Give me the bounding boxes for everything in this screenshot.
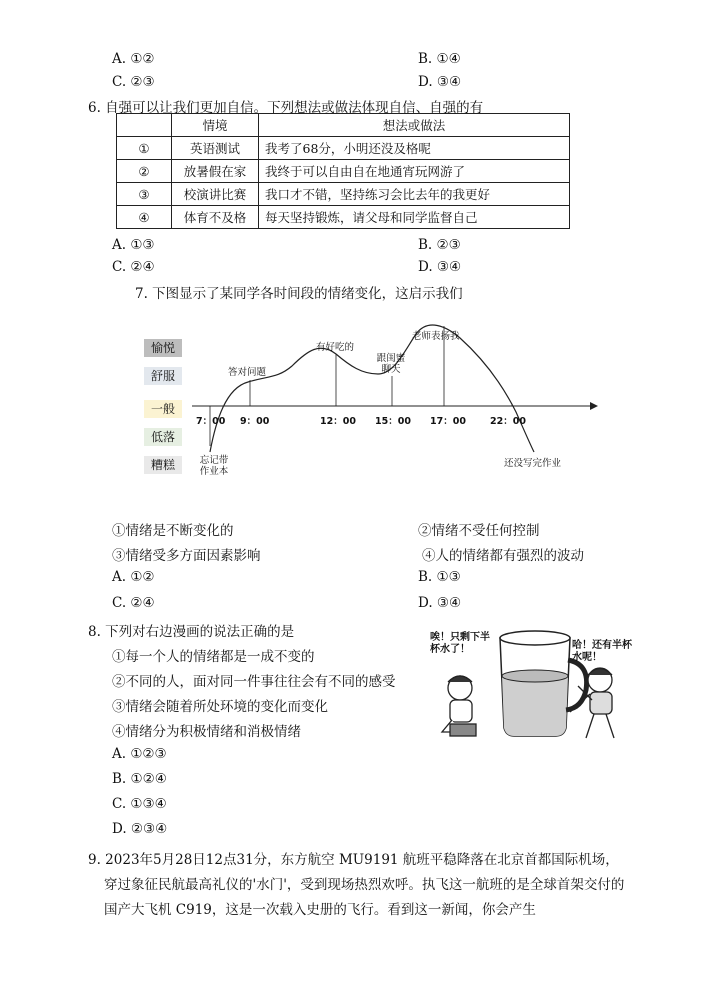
cartoon-speech-right: 哈！还有半杯水呢！ [572, 640, 632, 663]
table-header: 想法或做法 [259, 114, 570, 137]
x-axis-arrow [590, 402, 598, 410]
q7-option-b: B. ①③ [418, 569, 461, 585]
q7-stem: 7. 下图显示了某同学各时间段的情绪变化，这启示我们 [135, 286, 463, 302]
level-label: 愉悦 [144, 339, 182, 357]
x-tick-label: 22：00 [490, 416, 526, 427]
x-tick-label: 17：00 [430, 416, 466, 427]
q8-statement-3: ③情绪会随着所处环境的变化而变化 [112, 699, 328, 715]
q5-option-a: A. ①② [112, 51, 155, 67]
chart-annotation: 忘记带作业本 [199, 455, 229, 477]
level-label: 舒服 [144, 367, 182, 385]
table-cell: 英语测试 [172, 137, 259, 160]
chart-annotation: 答对问题 [228, 367, 267, 378]
x-tick-label: 12：00 [320, 416, 356, 427]
q6-option-b: B. ②③ [418, 237, 461, 253]
q7-statement-2: ②情绪不受任何控制 [418, 523, 540, 539]
level-label: 低落 [144, 428, 182, 446]
q6-option-a: A. ①③ [112, 237, 155, 253]
level-label: 糟糕 [144, 456, 182, 474]
table-cell: 体育不及格 [172, 206, 259, 229]
table-cell: ③ [117, 183, 172, 206]
cartoon-speech-left: 唉！只剩下半杯水了！ [430, 632, 490, 655]
table-cell: ① [117, 137, 172, 160]
q8-statement-1: ①每一个人的情绪都是一成不变的 [112, 649, 315, 665]
table-cell: ② [117, 160, 172, 183]
q9-line-3: 国产大飞机 C919，这是一次载入史册的飞行。看到这一新闻，你会产生 [104, 902, 536, 918]
table-cell: 我考了68分，小明还没及格呢 [259, 137, 570, 160]
q6-option-c: C. ②④ [112, 259, 155, 275]
q7-option-c: C. ②④ [112, 595, 155, 611]
q8-statement-2: ②不同的人，面对同一件事往往会有不同的感受 [112, 674, 396, 690]
q7-statement-1: ①情绪是不断变化的 [112, 523, 234, 539]
chart-annotation: 有好吃的 [316, 342, 355, 353]
q7-option-d: D. ③④ [418, 595, 462, 611]
table-header: 情境 [172, 114, 259, 137]
emotion-curve [210, 325, 534, 452]
chart-annotation: 老师表扬我 [412, 331, 460, 342]
chart-annotation: 还没写完作业 [504, 458, 562, 469]
level-label: 一般 [144, 400, 182, 418]
table-cell: 我终于可以自由自在地通宵玩网游了 [259, 160, 570, 183]
q8-option-a: A. ①②③ [112, 746, 167, 762]
q5-option-c: C. ②③ [112, 74, 155, 90]
q8-option-b: B. ①②④ [112, 771, 167, 787]
chart-annotation: 跟闺蜜聊天 [376, 353, 406, 375]
q8-option-d: D. ②③④ [112, 821, 168, 837]
q6-stem: 6. 自强可以让我们更加自信。下列想法或做法体现自信、自强的有 [88, 100, 484, 116]
q7-option-a: A. ①② [112, 569, 155, 585]
q5-option-b: B. ①④ [418, 51, 461, 67]
x-tick-label: 15：00 [375, 416, 411, 427]
table-cell: 我口才不错，坚持练习会比去年的我更好 [259, 183, 570, 206]
table-cell: 放暑假在家 [172, 160, 259, 183]
q6-option-d: D. ③④ [418, 259, 462, 275]
x-tick-label: 9：00 [240, 416, 270, 427]
table-cell: 每天坚持锻炼，请父母和同学监督自己 [259, 206, 570, 229]
q8-statement-4: ④情绪分为积极情绪和消极情绪 [112, 724, 301, 740]
q7-statement-3: ③情绪受多方面因素影响 [112, 548, 261, 564]
q9-line-1: 9. 2023年5月28日12点31分，东方航空 MU9191 航班平稳降落在北京首都国际机场， [88, 852, 619, 868]
table-cell: ④ [117, 206, 172, 229]
q7-statement-4: ④人的情绪都有强烈的波动 [422, 548, 584, 564]
q8-option-c: C. ①③④ [112, 796, 167, 812]
x-tick-label: 7：00 [196, 416, 226, 427]
q8-stem: 8. 下列对右边漫画的说法正确的是 [88, 624, 295, 640]
q5-option-d: D. ③④ [418, 74, 462, 90]
table-cell: 校演讲比赛 [172, 183, 259, 206]
q9-line-2: 穿过象征民航最高礼仪的'水门'，受到现场热烈欢呼。执飞这一航班的是全球首架交付的 [104, 877, 625, 893]
